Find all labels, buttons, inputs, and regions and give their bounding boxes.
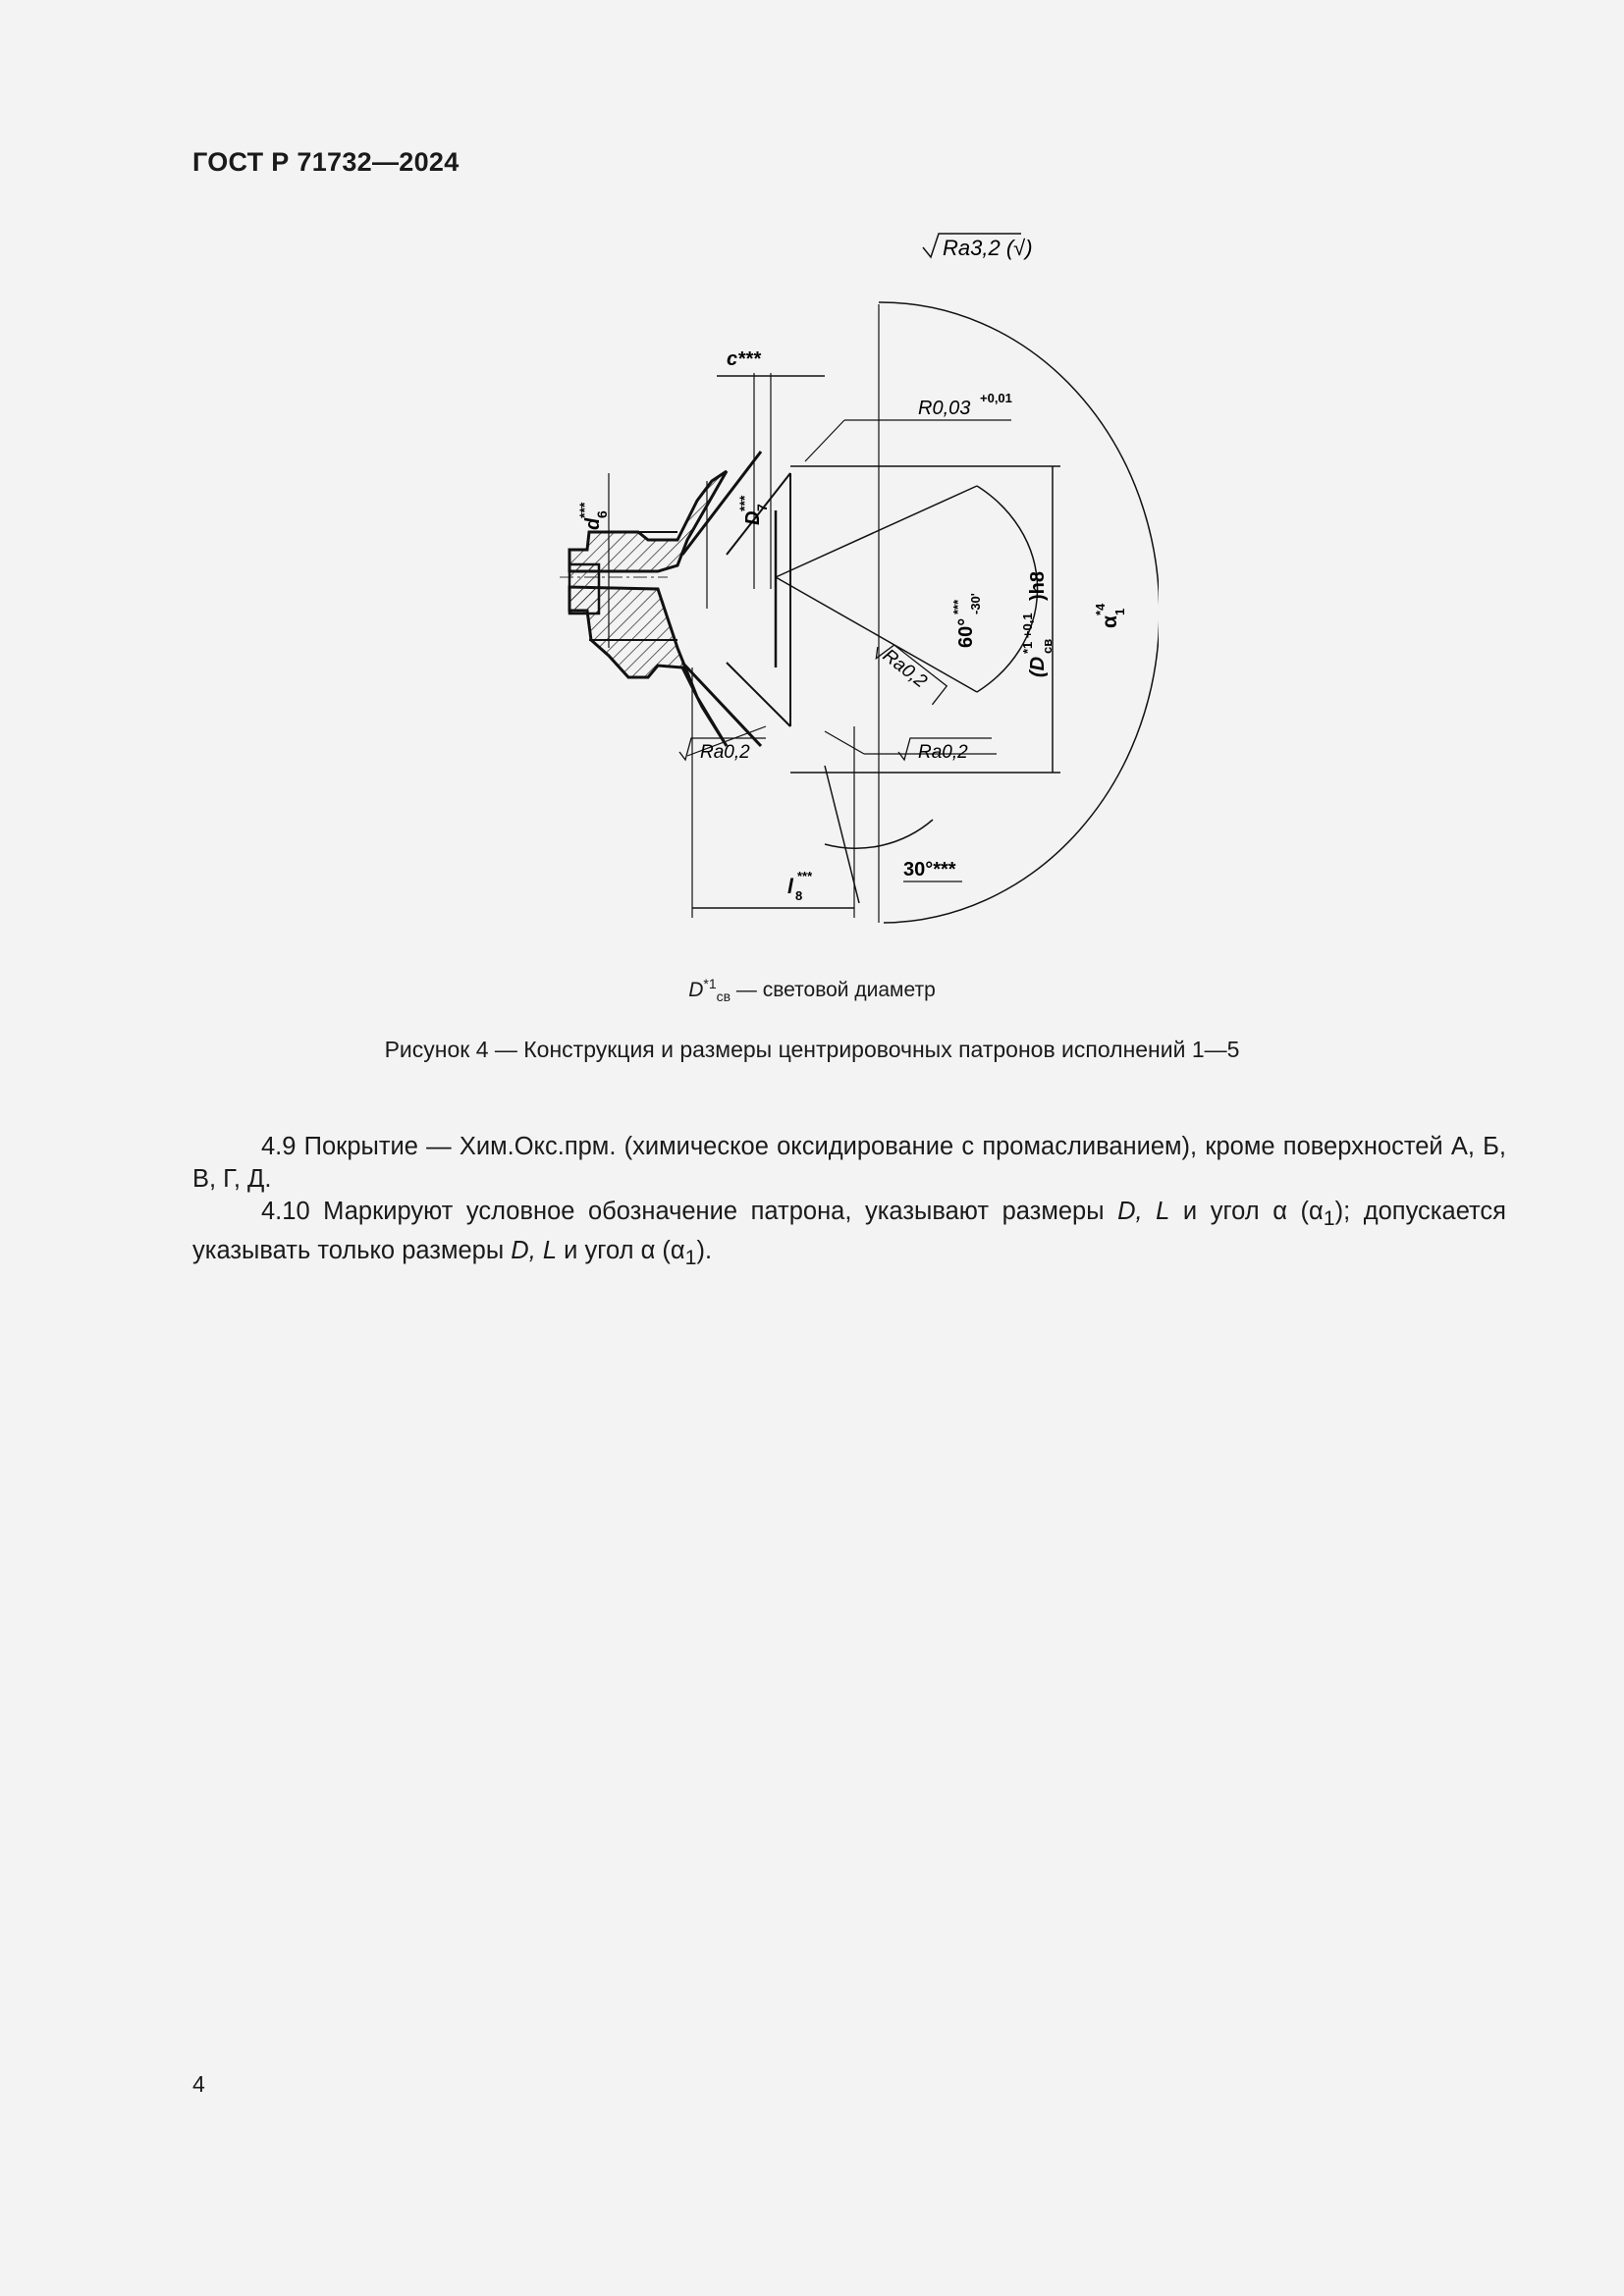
l8-label: l — [787, 876, 793, 898]
roughness-diag-label: Ra0,2 — [878, 645, 931, 693]
svg-text:***: *** — [950, 599, 965, 614]
figure-caption: Рисунок 4 — Конструкция и размеры центрировочных патронов исполнений 1—5 — [384, 1037, 1240, 1062]
shank — [569, 564, 599, 614]
radius-tol-label: +0,01 — [980, 391, 1012, 405]
svg-text:*4: *4 — [1093, 603, 1108, 615]
svg-text:8: 8 — [795, 888, 803, 903]
figure-legend: $D^{*1}_{св}$ — световой диаметр — [688, 976, 936, 1005]
svg-text:6: 6 — [594, 510, 610, 518]
svg-text:7: 7 — [754, 504, 770, 511]
page-number: 4 — [192, 2071, 205, 2097]
svg-text:1: 1 — [1112, 608, 1127, 615]
c-label: c*** — [727, 348, 761, 370]
svg-text:***: *** — [736, 495, 752, 511]
svg-text:св: св — [1040, 638, 1055, 654]
roughness-top-label: Ra3,2 (√) — [943, 236, 1033, 260]
alpha-label: α — [1099, 615, 1121, 628]
roughness-right-label: Ra0,2 — [918, 742, 968, 763]
angle60-label: 60° — [955, 617, 977, 648]
svg-text:***: *** — [576, 502, 592, 518]
cone-lower-edge — [682, 663, 761, 746]
paragraph-4-10: 4.10 Маркируют условное обозначение патрона, указывают размеры D, L и угол α $(\alpha_1)$; допускается указывать только размеры D, L и угол α $(\alpha_1)$. — [192, 1198, 1506, 1270]
roughness-left-label: Ra0,2 — [700, 742, 750, 763]
svg-text:*1 +0,1: *1 +0,1 — [1020, 613, 1035, 654]
angle30-label: 30°*** — [903, 859, 956, 881]
d7-label: D — [742, 510, 764, 525]
svg-text:-30': -30' — [968, 593, 983, 614]
technical-drawing — [530, 216, 1159, 942]
radius-label: R0,03 — [918, 398, 971, 419]
paragraph-4-9: 4.9 Покрытие — Хим.Окс.прм. (химическое оксидирование с промасливанием), кроме поверхностей А, Б, В, Г, Д. — [192, 1133, 1506, 1193]
svg-text:***: *** — [797, 869, 813, 883]
diameter-label: (D — [1027, 656, 1049, 677]
svg-text:)h8: )h8 — [1027, 571, 1049, 601]
document-header: ГОСТ Р 71732—2024 — [192, 147, 460, 177]
d6-label: d — [582, 517, 604, 530]
